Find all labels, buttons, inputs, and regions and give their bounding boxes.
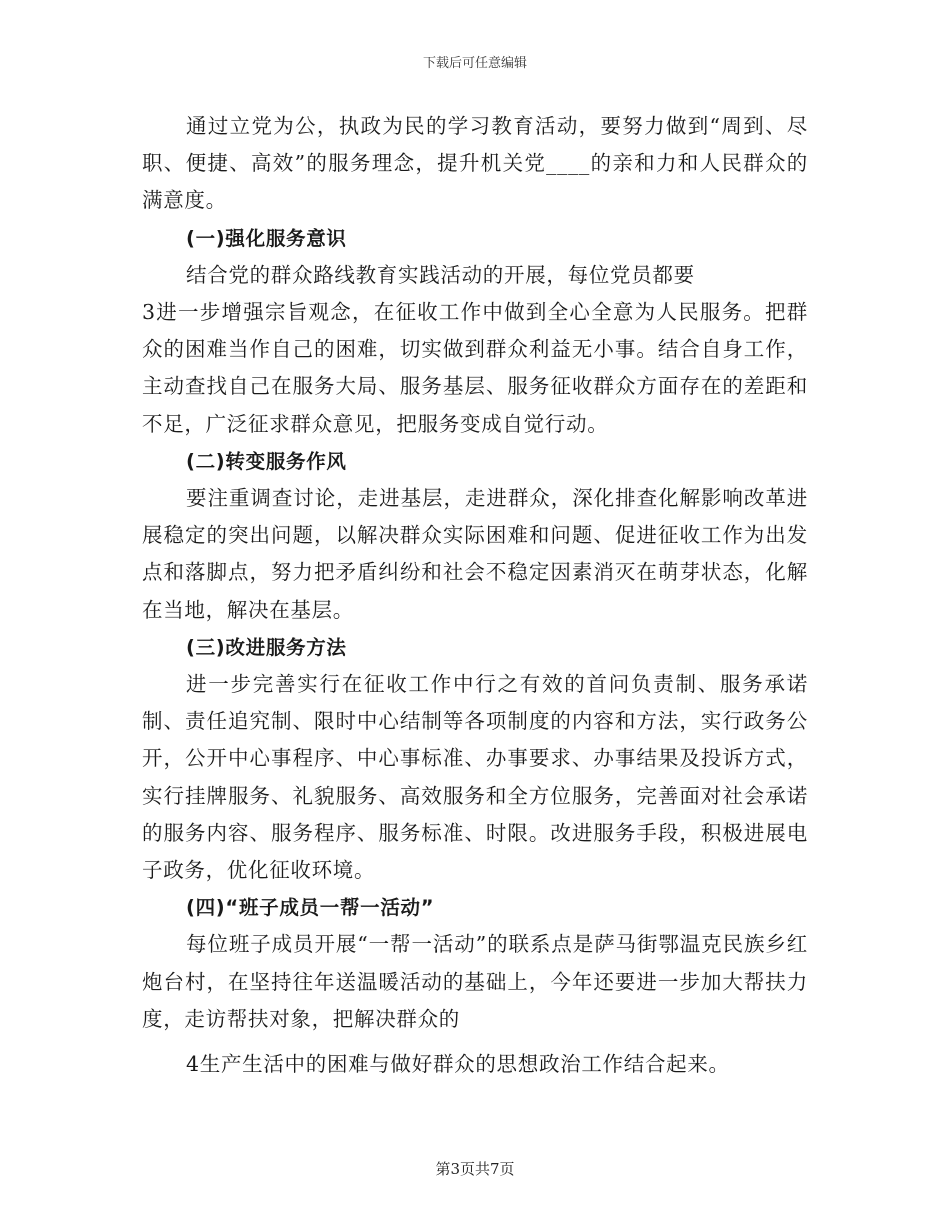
paragraph: 进一步完善实行在征收工作中行之有效的首问负责制、服务承诺制、责任追究制、限时中心结制等各项制度的内容和方法，实行政务公开，公开中心事程序、中心事标准、办事要求、办事结果及投诉方式，实行挂牌服务、礼貌服务、高效服务和全方位服务，完善面对社会承诺的服务内容、服务程序、服务标准、时限。改进服务手段，积极进展电子政务，优化征收环境。 [142,672,808,883]
document-body [142,108,808,1083]
paragraph: 4生产生活中的困难与做好群众的思想政治工作结合起来。 [186,1052,730,1077]
page-header: 下载后可任意编辑 [422,56,527,71]
paragraph: 结合党的群众路线教育实践活动的开展，每位党员都要 [186,262,695,287]
paragraph: 3进一步增强宗旨观念，在征收工作中做到全心全意为人民服务。把群众的困难当作自己的困难，切实做到群众利益无小事。结合自身工作，主动查找自己在服务大局、服务基层、服务征收群众方面存在的差距和不足，广泛征求群众意见，把服务变成自觉行动。 [142,300,808,436]
section-heading: (二)转变服务作风 [186,449,347,473]
page-number: 第3页共7页 [435,1160,515,1178]
paragraph: 每位班子成员开展“一帮一活动”的联系点是萨马街鄂温克民族乡红炮台村，在坚持往年送温暖活动的基础上，今年还要进一步加大帮扶力度，走访帮扶对象，把解决群众的 [142,932,808,1031]
paragraph: 通过立党为公，执政为民的学习教育活动，要努力做到“周到、尽职、便捷、高效”的服务理念，提升机关党____的亲和力和人民群众的满意度。 [142,114,808,213]
section-heading: (三)改进服务方法 [186,635,347,659]
section-heading: (四)“班子成员一帮一活动” [186,896,435,920]
paragraph: 要注重调查讨论，走进基层，走进群众，深化排查化解影响改革进展稳定的突出问题，以解决群众实际困难和问题、促进征收工作为出发点和落脚点，努力把矛盾纠纷和社会不稳定因素消灭在萌芽状态，化解在当地，解决在基层。 [142,486,808,622]
section-heading: (一)强化服务意识 [186,226,347,250]
